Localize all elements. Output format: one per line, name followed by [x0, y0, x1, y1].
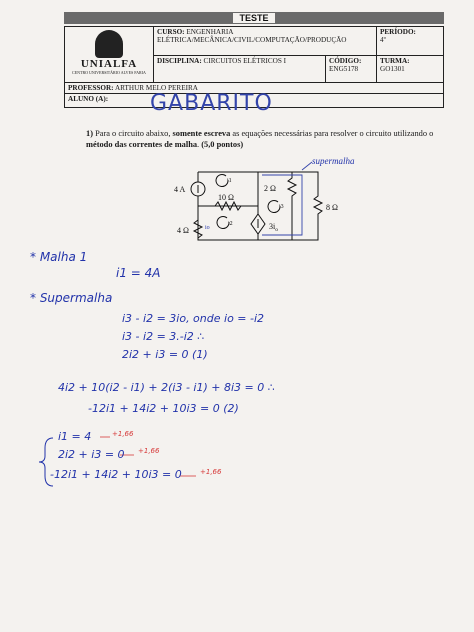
answer-key-label: GABARITO	[150, 91, 273, 116]
label-mesh-2: i2	[228, 221, 233, 227]
resistor-2-icon	[288, 172, 296, 240]
label-dependent-source: $3i_o$	[269, 222, 278, 233]
curso-cell: CURSO: ENGENHARIA ELÉTRICA/MECÂNICA/CIVIL/COMPUTAÇÃO/PRODUÇÃO	[154, 27, 377, 56]
equation-3: 2i2 + i3 = 0 (1)	[122, 348, 208, 361]
label-4-ohm: 4 Ω	[177, 226, 189, 235]
supermesh-pointer-icon	[302, 162, 312, 170]
label-io: io	[205, 225, 210, 231]
curso-value: ENGENHARIA ELÉTRICA/MECÂNICA/CIVIL/COMPUTAÇÃO/PRODUÇÃO	[157, 28, 347, 44]
question-text: 1) Para o circuito abaixo, somente escreva as equações necessárias para resolver o circuito utilizando o método das correntes de malha. (5,0 pontos)	[86, 129, 434, 149]
codigo-cell: CÓDIGO: ENG5178	[326, 56, 377, 83]
supermalha-title: * Supermalha	[30, 291, 113, 305]
codigo-value: ENG5178	[329, 65, 359, 73]
professor-cell: PROFESSOR: ARTHUR MELO PEREIRA	[65, 83, 444, 94]
malha1-equation: i1 = 4A	[116, 266, 161, 280]
label-10-ohm: 10 Ω	[218, 193, 234, 202]
professor-value: ARTHUR MELO PEREIRA	[114, 84, 198, 92]
test-title: TESTE	[233, 13, 274, 23]
label-2-ohm: 2 Ω	[264, 184, 276, 193]
system-eq-2: 2i2 + i3 = 0	[58, 448, 125, 461]
grade-mark-1: +1,66	[112, 430, 134, 438]
disciplina-cell: DISCIPLINA: CIRCUITOS ELÉTRICOS I	[154, 56, 326, 83]
resistor-8-icon	[292, 172, 322, 240]
logo-name: UNIALFA	[80, 58, 138, 70]
label-8-ohm: 8 Ω	[326, 203, 338, 212]
turma-cell: TURMA: GO1301	[377, 56, 444, 83]
equation-1: i3 - i2 = 3io, onde io = -i2	[122, 312, 265, 325]
system-eq-1: i1 = 4	[58, 430, 92, 443]
equation-5: -12i1 + 14i2 + 10i3 = 0 (2)	[88, 402, 239, 415]
periodo-value: 4º	[380, 36, 386, 44]
grade-mark-2: +1,66	[138, 447, 160, 455]
turma-value: GO1301	[380, 65, 405, 73]
disciplina-value: CIRCUITOS ELÉTRICOS I	[203, 57, 287, 65]
logo-subtitle: CENTRO UNIVERSITÁRIO ALVES FARIA	[72, 70, 146, 75]
label-supermesh: supermalha	[312, 156, 355, 166]
equation-4: 4i2 + 10(i2 - i1) + 2(i3 - i1) + 8i3 = 0 ∴	[58, 381, 275, 394]
label-mesh-1: i1	[227, 178, 232, 184]
aluno-cell: ALUNO (A):	[65, 94, 444, 108]
system-eq-3: -12i1 + 14i2 + 10i3 = 0	[50, 468, 182, 481]
periodo-cell: PERÍODO: 4º	[377, 27, 444, 56]
equation-2: i3 - i2 = 3.-i2 ∴	[122, 330, 205, 343]
malha1-title: * Malha 1	[30, 250, 88, 264]
label-4a: 4 A	[174, 185, 186, 194]
label-mesh-3: i3	[279, 204, 284, 210]
grade-mark-3: +1,66	[200, 468, 222, 476]
